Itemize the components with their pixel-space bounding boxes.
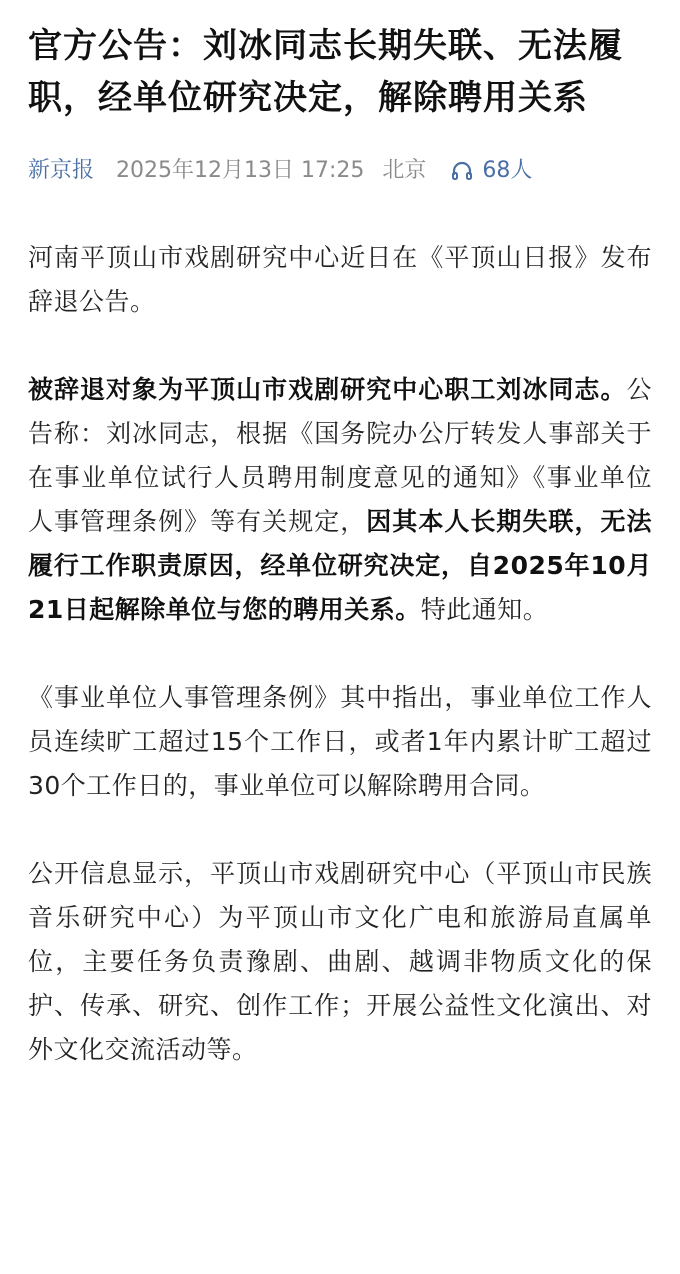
listen-button[interactable] [450, 156, 532, 186]
paragraph-1: 河南平顶山市戏剧研究中心近日在《平顶山日报》发布辞退公告。 [28, 243, 652, 316]
location: 北京 [382, 158, 427, 183]
publish-date: 2025年12月13日 17:25 [116, 158, 365, 183]
paragraph-4: 公开信息显示，平顶山市戏剧研究中心（平顶山市民族音乐研究中心）为平顶山市文化广电和旅游局直属单位，主要任务负责豫剧、曲剧、越调非物质文化的保护、传承、研究、创作工作；开展公益性文化演出、对外文化交流活动等。 [28, 859, 652, 1064]
listener-count: 68人 [482, 158, 533, 183]
paragraph-2 [28, 368, 652, 632]
dismissal-reason: 因其本人长期失联，无法履行工作职责原因，经单位研究决定，自2025年10月21日起解除单位与您的聘用关系。 [28, 507, 652, 624]
dismissal-subject: 被辞退对象为平顶山市戏剧研究中心职工刘冰同志。 [28, 375, 627, 404]
notice-end: 特此通知。 [420, 595, 549, 624]
notice-text: 公告称：刘冰同志，根据《国务院办公厅转发人事部关于在事业单位试行人员聘用制度意见的通知》《事业单位人事管理条例》等有关规定， [28, 375, 652, 536]
article-title: 官方公告：刘冰同志长期失联、无法履职，经单位研究决定，解除聘用关系 [28, 26, 623, 118]
source-link[interactable]: 新京报 [28, 158, 95, 183]
headphones-icon [450, 159, 474, 183]
paragraph-3: 《事业单位人事管理条例》其中指出，事业单位工作人员连续旷工超过15个工作日，或者1年内累计旷工超过30个工作日的，事业单位可以解除聘用合同。 [28, 683, 652, 800]
article-meta [28, 156, 652, 186]
